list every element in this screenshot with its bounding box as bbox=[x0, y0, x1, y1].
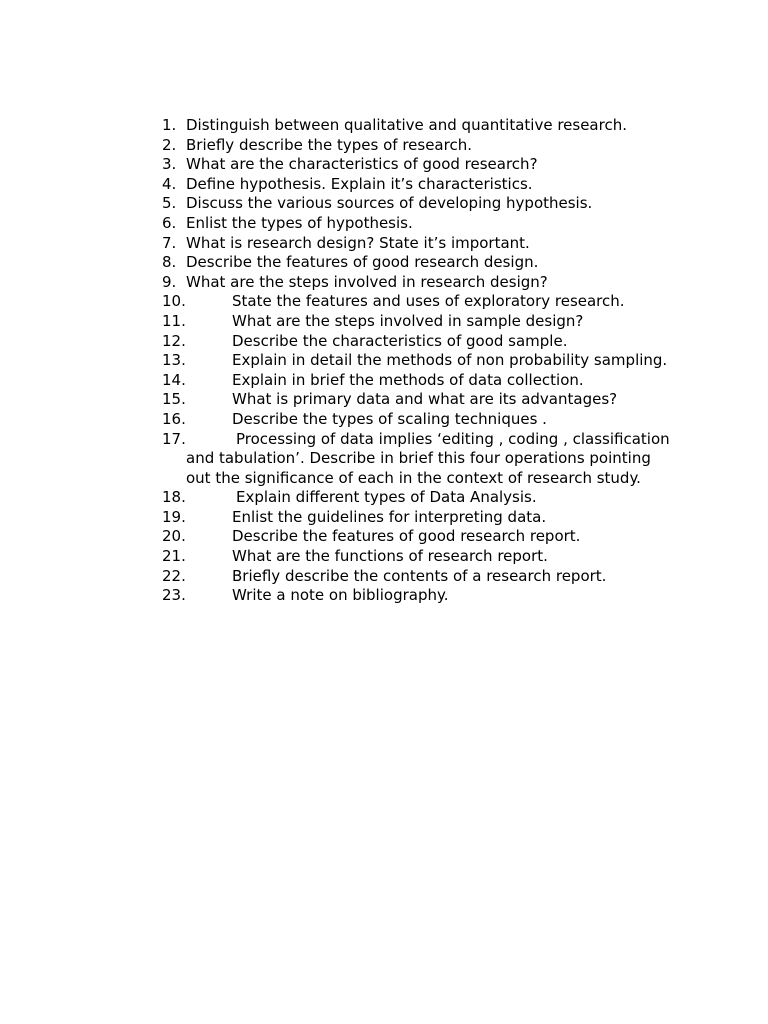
item-number: 4. bbox=[162, 174, 177, 193]
item-text: Explain in brief the methods of data collection. bbox=[232, 370, 584, 389]
list-item bbox=[160, 312, 675, 332]
item-text: What is research design? State it’s important. bbox=[186, 233, 530, 252]
item-text: Describe the types of scaling techniques . bbox=[232, 409, 547, 428]
item-number: 22. bbox=[162, 566, 186, 585]
item-text: Briefly describe the contents of a research report. bbox=[232, 566, 607, 585]
list-item bbox=[160, 116, 675, 136]
item-number: 1. bbox=[162, 116, 177, 134]
item-text: Distinguish between qualitative and quantitative research. bbox=[186, 116, 627, 134]
item-text: Explain in detail the methods of non probability sampling. bbox=[232, 351, 668, 370]
item-number: 6. bbox=[162, 213, 177, 232]
item-text: Briefly describe the types of research. bbox=[186, 135, 472, 154]
list-item bbox=[160, 273, 675, 293]
item-number: 17. bbox=[162, 429, 186, 448]
list-item bbox=[160, 194, 675, 214]
item-number: 19. bbox=[162, 507, 186, 526]
list-item bbox=[160, 527, 675, 547]
item-number: 18. bbox=[162, 488, 186, 507]
item-text: What are the steps involved in sample design? bbox=[232, 311, 584, 330]
list-item bbox=[160, 410, 675, 430]
item-text: Describe the features of good research report. bbox=[232, 527, 581, 546]
item-number: 16. bbox=[162, 409, 186, 428]
list-item bbox=[160, 390, 675, 410]
list-item bbox=[160, 547, 675, 567]
list-item bbox=[160, 155, 675, 175]
list-item bbox=[160, 175, 675, 195]
item-number: 12. bbox=[162, 331, 186, 350]
list-item bbox=[160, 586, 675, 606]
list-item bbox=[160, 292, 675, 312]
list-item bbox=[160, 508, 675, 528]
list-item bbox=[160, 214, 675, 234]
item-text: Discuss the various sources of developing hypothesis. bbox=[186, 194, 593, 213]
list-item bbox=[160, 234, 675, 254]
item-number: 9. bbox=[162, 272, 177, 291]
item-text: Processing of data implies ‘editing , coding , classification and tabulation’. Describe in brief this four operations pointing out the significance of each in the context of research study. bbox=[186, 429, 670, 487]
list-item bbox=[160, 351, 675, 371]
item-text: Define hypothesis. Explain it’s characteristics. bbox=[186, 174, 533, 193]
list-item bbox=[160, 430, 675, 489]
item-number: 3. bbox=[162, 155, 177, 174]
item-text: What are the functions of research report. bbox=[232, 547, 548, 566]
item-number: 5. bbox=[162, 194, 177, 213]
item-number: 15. bbox=[162, 390, 186, 409]
list-item bbox=[160, 567, 675, 587]
item-number: 8. bbox=[162, 253, 177, 272]
list-item bbox=[160, 136, 675, 156]
item-text: Write a note on bibliography. bbox=[232, 586, 449, 605]
item-text: Explain different types of Data Analysis. bbox=[236, 488, 537, 507]
question-list bbox=[160, 116, 675, 606]
item-number: 14. bbox=[162, 370, 186, 389]
item-text: Describe the characteristics of good sample. bbox=[232, 331, 568, 350]
item-text: Enlist the guidelines for interpreting data. bbox=[232, 507, 547, 526]
item-text: Describe the features of good research design. bbox=[186, 253, 539, 272]
item-number: 23. bbox=[162, 586, 186, 605]
item-number: 10. bbox=[162, 292, 186, 311]
list-item bbox=[160, 332, 675, 352]
item-number: 7. bbox=[162, 233, 177, 252]
item-number: 21. bbox=[162, 547, 186, 566]
item-text: State the features and uses of exploratory research. bbox=[232, 292, 625, 311]
item-text: What is primary data and what are its advantages? bbox=[232, 390, 618, 409]
item-number: 11. bbox=[162, 311, 186, 330]
list-item bbox=[160, 253, 675, 273]
item-number: 20. bbox=[162, 527, 186, 546]
item-number: 13. bbox=[162, 351, 186, 370]
item-text: Enlist the types of hypothesis. bbox=[186, 213, 413, 232]
list-item bbox=[160, 371, 675, 391]
item-text: What are the characteristics of good research? bbox=[186, 155, 538, 174]
item-number: 2. bbox=[162, 135, 177, 154]
item-text: What are the steps involved in research design? bbox=[186, 272, 548, 291]
list-item bbox=[160, 488, 675, 508]
